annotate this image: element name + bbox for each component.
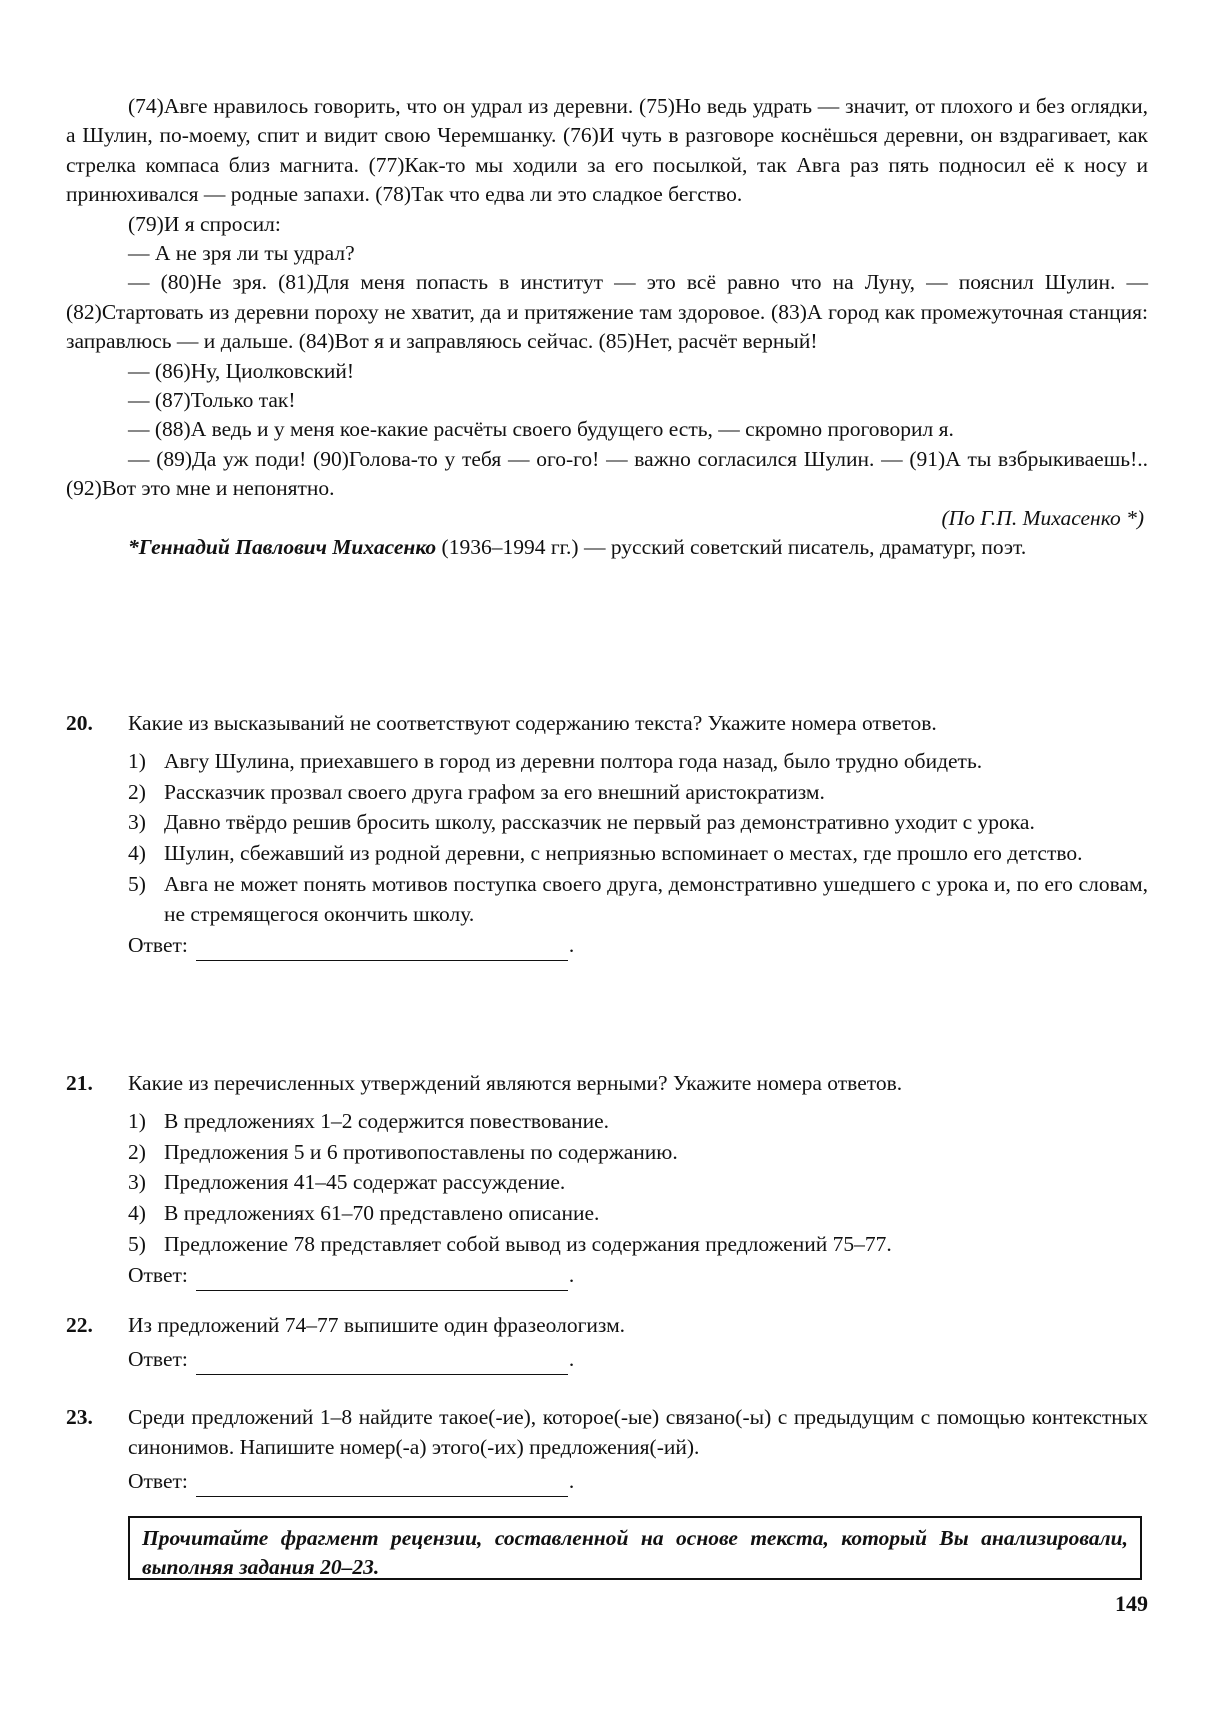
- task-question: Какие из перечисленных утверждений являются верными? Укажите номера ответов.: [128, 1071, 903, 1095]
- task-option: [128, 839, 1148, 869]
- task-number: 20.: [66, 711, 93, 735]
- option-text: Авга не может понять мотивов поступка своего друга, демонстративно ушедшего с урока и, по его словам, не стремящегося окончить школу.: [164, 871, 1148, 926]
- task-22: [66, 1311, 1148, 1375]
- passage-paragraph: — (86)Ну, Циолковский!: [128, 358, 355, 383]
- answer-blank[interactable]: [196, 938, 568, 961]
- task-option: [128, 1199, 1148, 1229]
- option-text: Рассказчик прозвал своего друга графом за его внешний аристократизм.: [164, 779, 825, 804]
- option-number: 1): [128, 1108, 146, 1133]
- task-20: [66, 709, 1148, 961]
- task-question: Из предложений 74–77 выпишите один фразеологизм.: [128, 1313, 626, 1337]
- option-number: 5): [128, 1231, 146, 1256]
- passage-paragraph: — (88)А ведь и у меня кое-какие расчёты своего будущего есть, — скромно проговорил я.: [128, 417, 954, 442]
- option-text: Предложения 41–45 содержат рассуждение.: [164, 1170, 566, 1195]
- option-text: В предложениях 1–2 содержится повествование.: [164, 1108, 610, 1133]
- task-option: [128, 808, 1148, 838]
- footnote-author-name: *Геннадий Павлович Михасенко: [128, 535, 437, 560]
- page-number: 149: [1115, 1591, 1148, 1616]
- task-number: 21.: [66, 1071, 93, 1095]
- passage-paragraph: (74)Авге нравилось говорить, что он удрал из деревни. (75)Но ведь удрать — значит, от плохого и без оглядки, а Шулин, по-моему, спит и видит свою Черемшанку. (76)И чуть в разговоре коснёшься деревни, он вздрагивает, как стрелка компаса близ магнита. (77)Как-то мы ходили за его посылкой, так Авга раз пять подносил её к носу и принюхивался — родные запахи. (78)Так что едва ли это сладкое бегство.: [66, 94, 1148, 207]
- answer-row: Ответ: .: [128, 931, 1148, 961]
- passage-paragraph: — (87)Только так!: [128, 388, 296, 413]
- option-text: Авгу Шулина, приехавшего в город из деревни полтора года назад, было трудно обидеть.: [164, 748, 983, 773]
- task-option: [128, 1168, 1148, 1198]
- task-option: [128, 747, 1148, 777]
- option-text: Шулин, сбежавший из родной деревни, с неприязнью вспоминает о местах, где прошло его детство.: [164, 841, 1083, 866]
- task-option: [128, 1230, 1148, 1260]
- task-option: [128, 1138, 1148, 1168]
- answer-blank[interactable]: [196, 1268, 568, 1291]
- task-23: [66, 1403, 1148, 1497]
- option-text: Давно твёрдо решив бросить школу, рассказчик не первый раз демонстративно уходит с урока.: [164, 810, 1035, 835]
- passage: [66, 92, 1148, 563]
- passage-paragraph: — А не зря ли ты удрал?: [128, 241, 355, 266]
- option-number: 3): [128, 1170, 146, 1195]
- answer-blank[interactable]: [196, 1352, 568, 1375]
- task-21: [66, 1069, 1148, 1291]
- task-number: 22.: [66, 1313, 93, 1337]
- passage-paragraph: (79)И я спросил:: [128, 211, 281, 236]
- option-number: 1): [128, 748, 146, 773]
- task-options: [128, 747, 1148, 930]
- task-option: [128, 870, 1148, 930]
- answer-label: Ответ:: [128, 932, 188, 957]
- option-text: Предложение 78 представляет собой вывод из содержания предложений 75–77.: [164, 1231, 892, 1256]
- answer-blank[interactable]: [196, 1474, 568, 1497]
- task-options: [128, 1107, 1148, 1260]
- instruction-box: Прочитайте фрагмент рецензии, составленной на основе текста, который Вы анализировали, выполняя задания 20–23.: [128, 1516, 1142, 1580]
- task-option: [128, 778, 1148, 808]
- answer-row: Ответ: .: [128, 1345, 1148, 1375]
- author-footnote: [66, 533, 1148, 562]
- option-number: 3): [128, 810, 146, 835]
- attribution: (По Г.П. Михасенко *): [941, 505, 1144, 530]
- footnote-text: (1936–1994 гг.) — русский советский писатель, драматург, поэт.: [436, 535, 1027, 560]
- task-option: [128, 1107, 1148, 1137]
- answer-row: Ответ: .: [128, 1467, 1148, 1497]
- answer-label: Ответ:: [128, 1468, 188, 1493]
- option-text: В предложениях 61–70 представлено описание.: [164, 1201, 600, 1226]
- answer-row: Ответ: .: [128, 1261, 1148, 1291]
- option-number: 2): [128, 1139, 146, 1164]
- passage-paragraph: — (80)Не зря. (81)Для меня попасть в институт — это всё равно что на Луну, — пояснил Шулин. — (82)Стартовать из деревни пороху не хватит, да и притяжение там здоровое. (83)А город как промежуточная станция: заправлюсь — и дальше. (84)Вот я и заправляюсь сейчас. (85)Нет, расчёт верный!: [66, 270, 1148, 354]
- option-text: Предложения 5 и 6 противопоставлены по содержанию.: [164, 1139, 678, 1164]
- task-question: Какие из высказываний не соответствуют содержанию текста? Укажите номера ответов.: [128, 711, 937, 735]
- option-number: 2): [128, 779, 146, 804]
- task-number: 23.: [66, 1405, 93, 1429]
- passage-paragraph: — (89)Да уж поди! (90)Голова-то у тебя — ого-го! — важно согласился Шулин. — (91)А ты взбрыкиваешь!.. (92)Вот это мне и непонятно.: [66, 446, 1148, 501]
- option-number: 4): [128, 1201, 146, 1226]
- option-number: 5): [128, 871, 146, 896]
- task-question: Среди предложений 1–8 найдите такое(-ие), которое(-ые) связано(-ы) с предыдущим с помощью контекстных синонимов. Напишите номер(-а) этого(-их) предложения(-ий).: [128, 1405, 1148, 1459]
- answer-label: Ответ:: [128, 1347, 188, 1371]
- answer-label: Ответ:: [128, 1262, 188, 1287]
- option-number: 4): [128, 841, 146, 866]
